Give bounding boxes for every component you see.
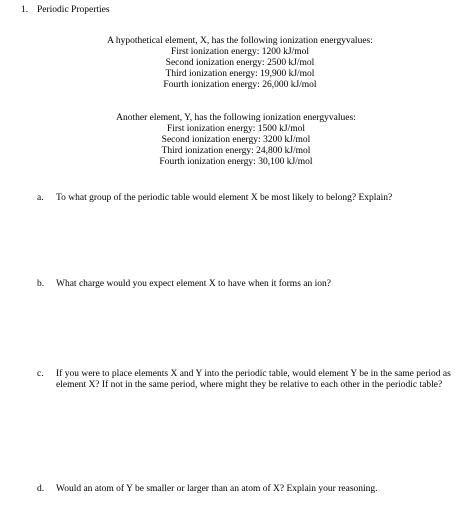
- question-d-marker: d.: [37, 484, 45, 494]
- element-y-intro: Another element, Y, has the following ionization energyvalues:: [116, 113, 356, 123]
- element-x-block: [3, 36, 474, 91]
- element-x-intro: A hypothetical element, X, has the following ionization energyvalues:: [107, 36, 373, 46]
- section-number: 1.: [21, 5, 29, 15]
- element-x-energy-1: First ionization energy: 1200 kJ/mol: [170, 47, 310, 57]
- question-a-marker: a.: [37, 193, 44, 203]
- question-b-marker: b.: [37, 279, 45, 289]
- element-y-energy-4: Fourth ionization energy: 30,100 kJ/mol: [159, 157, 313, 167]
- question-c-marker: c.: [37, 369, 44, 379]
- section-title: Periodic Properties: [37, 5, 110, 15]
- element-x-energy-2: Second ionization energy: 2500 kJ/mol: [165, 58, 315, 68]
- question-d-text: Would an atom of Y be smaller or larger than an atom of X? Explain your reasoning.: [56, 484, 378, 494]
- question-a-text: To what group of the periodic table would element X be most likely to belong? Explain?: [56, 193, 393, 203]
- element-y-energy-3: Third ionization energy: 24,800 kJ/mol: [161, 146, 311, 156]
- element-y-energy-2: Second ionization energy: 3200 kJ/mol: [161, 135, 311, 145]
- question-b-text: What charge would you expect element X to have when it forms an ion?: [56, 279, 331, 289]
- element-x-energy-4: Fourth ionization energy: 26,000 kJ/mol: [163, 80, 317, 90]
- question-c-text: If you were to place elements X and Y into the periodic table, would element Y be in the same period as element X? If not in the same period, where might they be relative to each other in the periodic table?: [56, 369, 451, 390]
- element-y-energy-1: First ionization energy: 1500 kJ/mol: [166, 124, 306, 134]
- element-x-energy-3: Third ionization energy: 19,900 kJ/mol: [165, 69, 315, 79]
- element-y-block: [0, 113, 473, 168]
